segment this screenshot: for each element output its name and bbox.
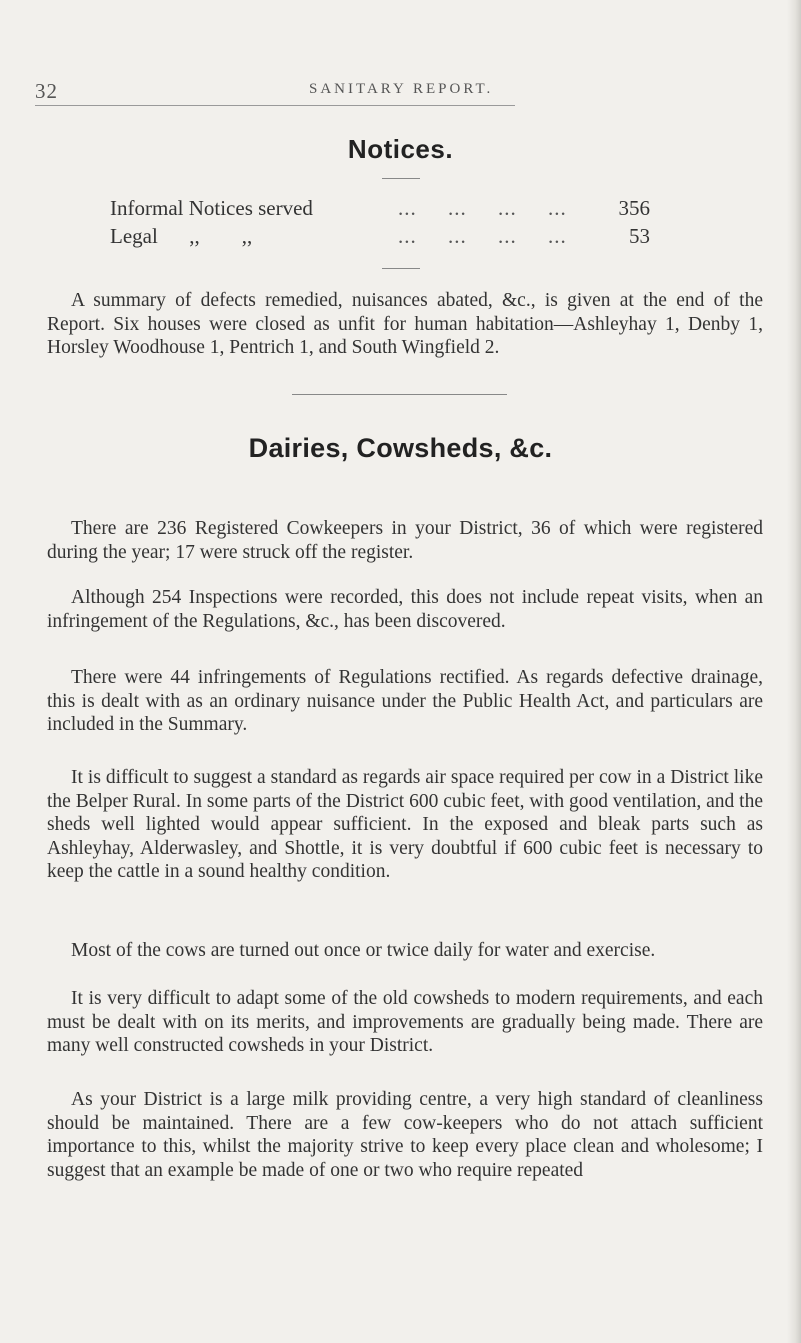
leader-dots: ... ... ... ...	[398, 224, 567, 248]
short-rule	[382, 268, 420, 269]
dairies-paragraph-6: It is very difficult to adapt some of the old cowsheds to modern requirements, and each must be dealt with on its merits, and improvements are gradually being made. There are many well constructed cowsheds in your District.	[47, 988, 763, 1056]
dairies-paragraph-7: As your District is a large milk providing centre, a very high standard of cleanliness should be maintained. There are a few cow-keepers who do not attach sufficient importance to this, whilst the majority strive to keep every place clean and wholesome; I suggest that an example be made of one or two who require repeated	[47, 1089, 763, 1181]
row-label: Informal Notices served	[110, 196, 313, 220]
leader-dots: ... ... ... ...	[398, 196, 567, 220]
notices-summary-paragraph: A summary of defects remedied, nuisances abated, &c., is given at the end of the Report. Six houses were closed as unfit for human habitation—Ashleyhay 1, Denby 1, Horsley Woodhouse 1, Pentrich 1, and South Wingfield 2.	[47, 290, 763, 358]
row-label: Legal ,, ,,	[110, 224, 253, 248]
running-head	[35, 79, 515, 106]
notices-heading: Notices.	[347, 134, 454, 164]
page-number: 32	[35, 79, 58, 103]
dairies-paragraph-2: Although 254 Inspections were recorded, this does not include repeat visits, when an infringement of the Regulations, &c., has been discovered.	[47, 587, 763, 632]
dairies-paragraph-3: There were 44 infringements of Regulations rectified. As regards defective drainage, this is dealt with as an ordinary nuisance under the Public Health Act, and particulars are included in the Summary.	[47, 667, 763, 735]
dairies-heading: Dairies, Cowsheds, &c.	[248, 433, 553, 463]
running-title: SANITARY REPORT.	[309, 81, 494, 97]
list-item-informal-notices	[110, 196, 650, 224]
dairies-paragraph-5: Most of the cows are turned out once or twice daily for water and exercise.	[71, 940, 656, 961]
dairies-paragraph-4: It is difficult to suggest a standard as regards air space required per cow in a District like the Belper Rural. In some parts of the District 600 cubic feet, with good ventilation, and the sheds well lighted would appear sufficient. In the exposed and bleak parts such as Ashleyhay, Alderwasley, and Shottle, it is very doubtful if 600 cubic feet is necessary to keep the cattle in a sound healthy condition.	[47, 767, 763, 882]
row-value: 356	[618, 196, 650, 220]
list-item-legal-notices	[110, 224, 650, 252]
page-edge-shadow	[787, 0, 801, 1343]
short-rule	[382, 178, 420, 179]
row-value: 53	[629, 224, 650, 248]
dairies-paragraph-1: There are 236 Registered Cowkeepers in your District, 36 of which were registered during the year; 17 were struck off the register.	[47, 518, 763, 563]
section-divider	[292, 394, 507, 395]
